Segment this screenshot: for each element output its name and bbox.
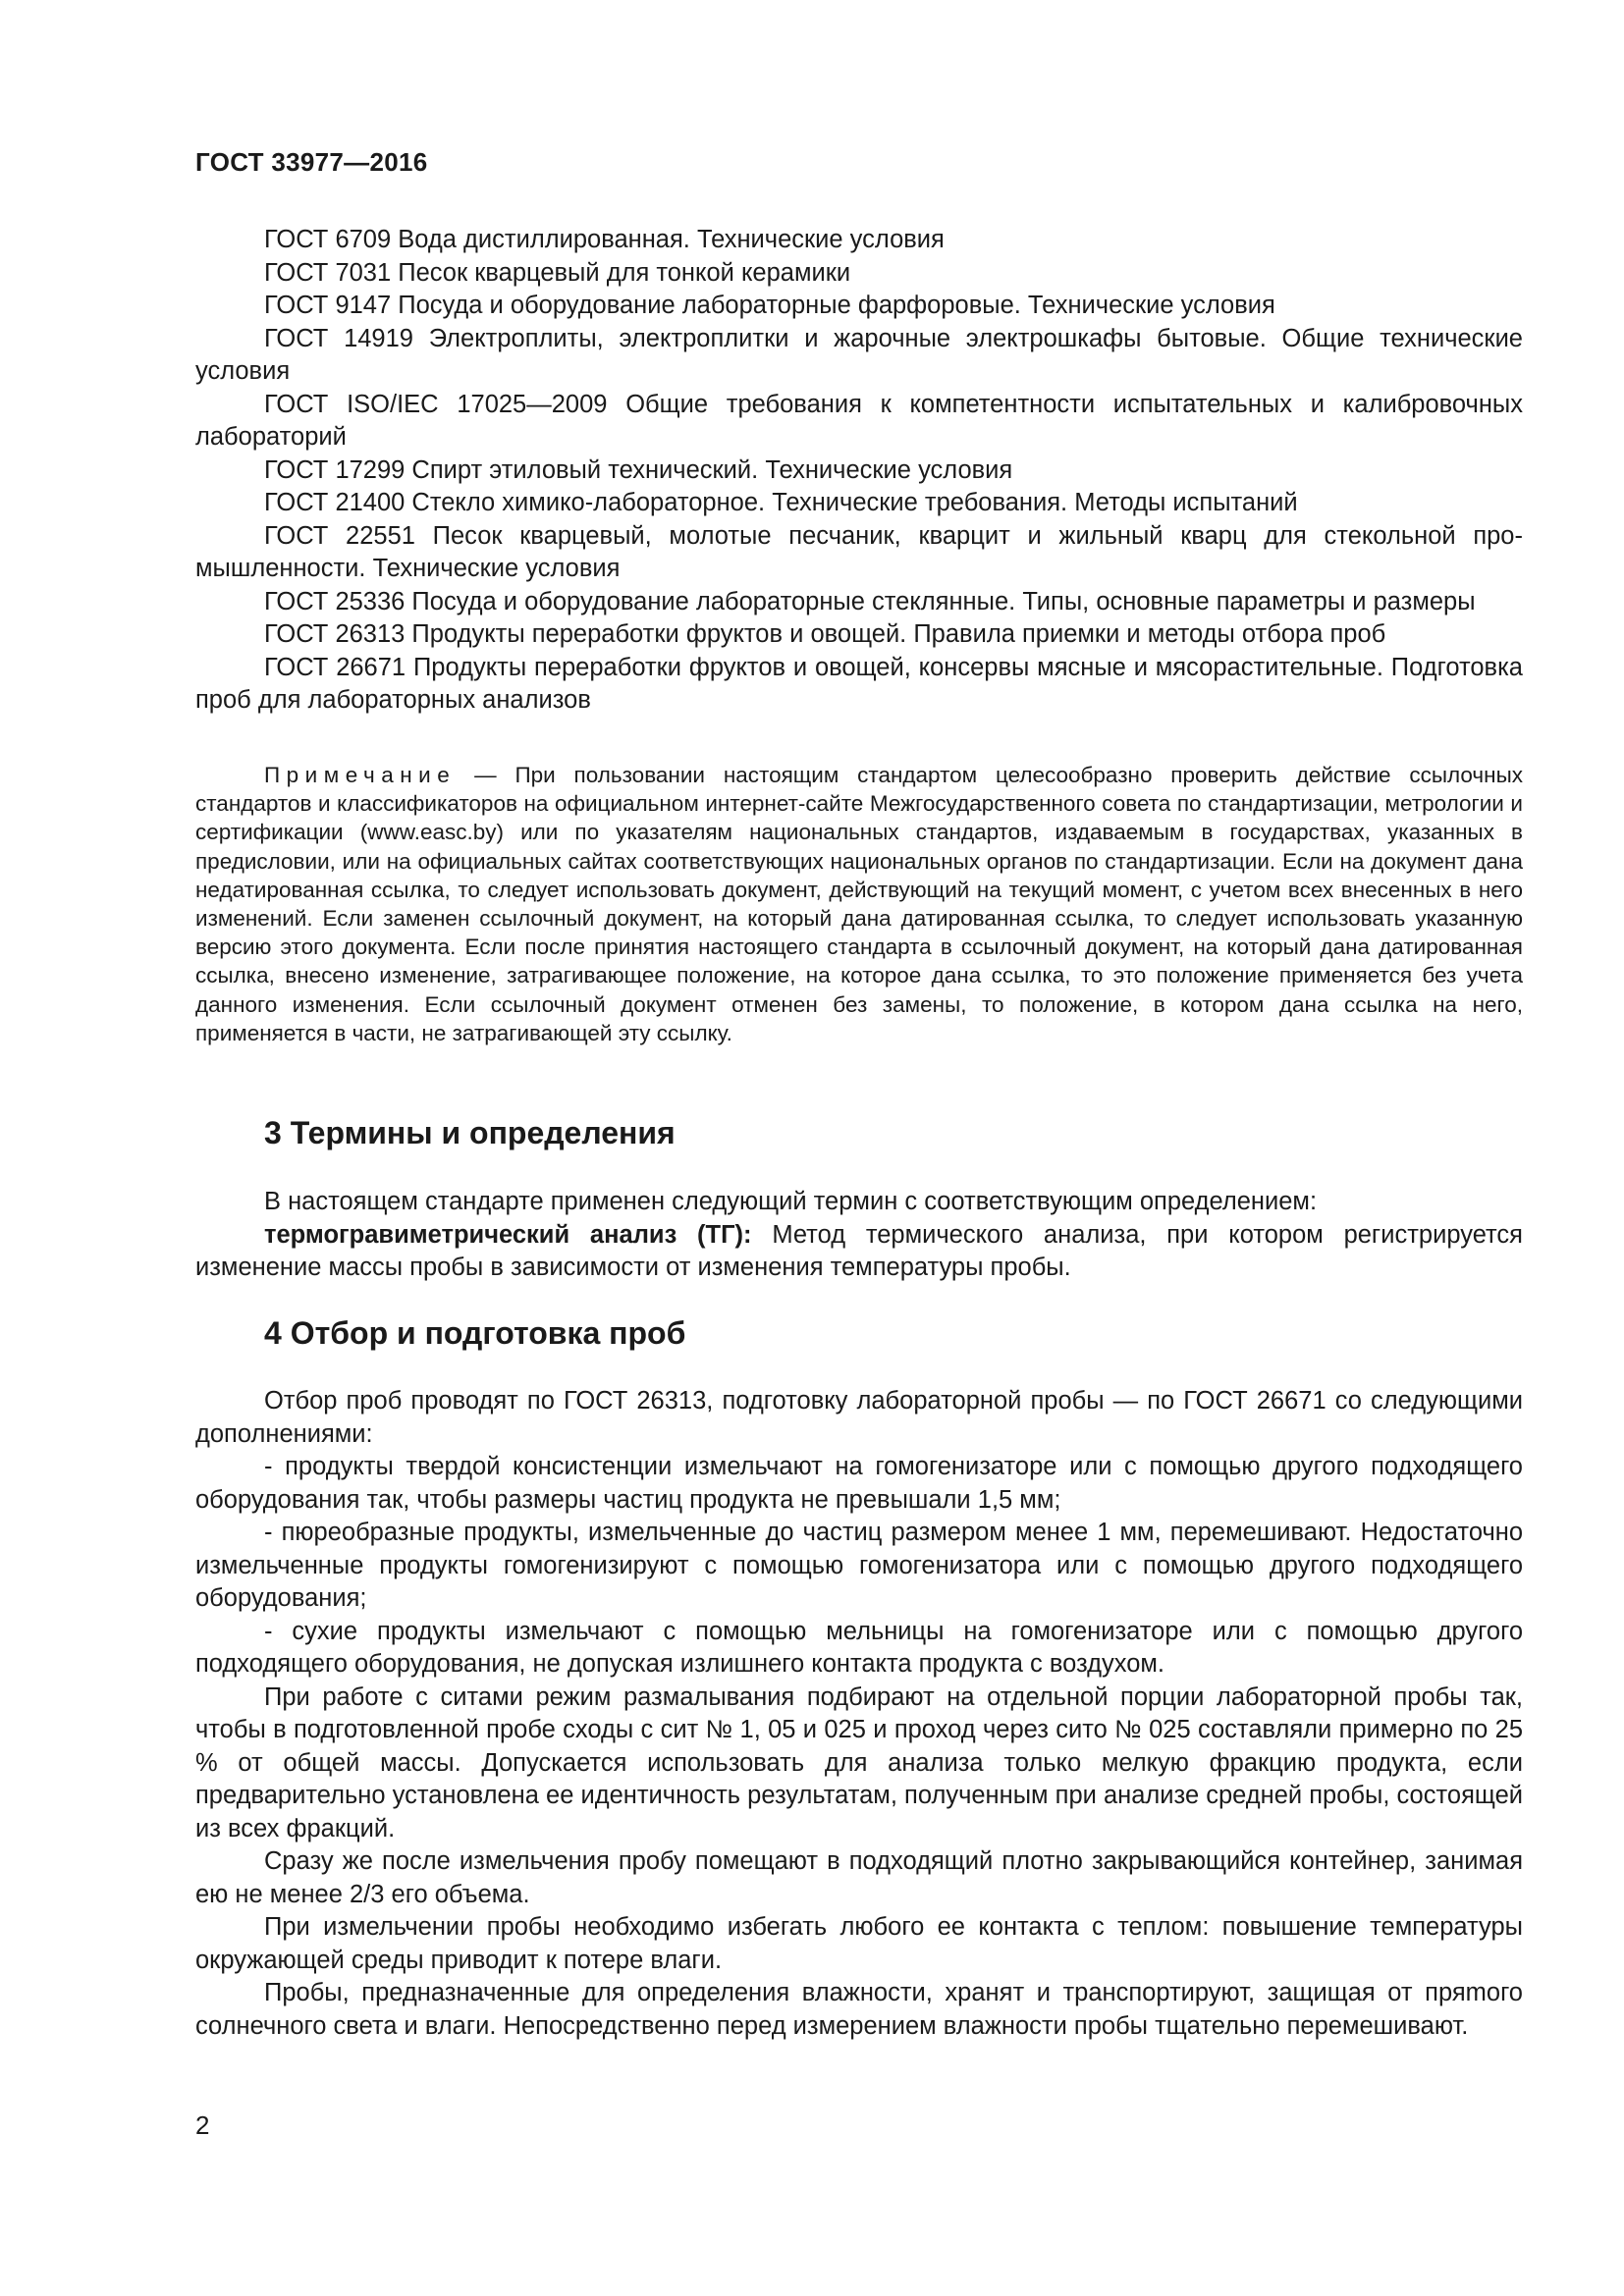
term-definition (195, 1219, 1523, 1285)
reference-item: ГОСТ 26313 Продукты переработки фруктов и овощей. Правила приемки и методы отбора проб (264, 620, 1386, 648)
reference-item: ГОСТ 25336 Посуда и оборудование лабораторные стеклянные. Типы, основные параметры и размеры (264, 587, 1476, 615)
section-3-title: 3 Термины и определения (264, 1115, 676, 1150)
page-number: 2 (195, 2110, 210, 2140)
section-3-intro: В настоящем стандарте применен следующий термин с соответствующим определением: (264, 1188, 1318, 1215)
reference-item: ГОСТ 14919 Электроплиты, электроплитки и жарочные электрошкафы бытовые. Общие технические условия (195, 324, 1523, 385)
reference-item: ГОСТ 22551 Песок кварцевый, молотые песчаник, кварцит и жильный кварц для стекольной промышленности. Технические условия (195, 521, 1523, 582)
section-4-paragraph: При работе с ситами режим размалывания подбирают на отдельной порции лабораторной пробы так, чтобы в подготовленной пробе сходы с сит № 1, 05 и 025 и проход через сито № 025 составляли примерно по 25 % от общей массы. Допускается использовать для анализа только мелкую фракцию продукта, если предварительно установлена ее идентичность результатам, полученным при анализе средней пробы, состоящей из всех фракций. (195, 1682, 1523, 1842)
term-definition-text: Метод термического анализа, при котором регистрируется изменение массы пробы в зависимости от изменения температуры пробы. (195, 1220, 1523, 1281)
document-header: ГОСТ 33977—2016 (195, 147, 428, 177)
section-4-paragraph: Пробы, предназначенные для определения влажности, хранят и транспортируют, защищая от пряmого солнечного света и влаги. Непосредственно перед измерением влажности пробы тщательно перемешивают. (195, 1979, 1523, 2040)
section-4-paragraph: При измельчении пробы необходимо избегать любого ее контакта с теплом: повышение температуры окружающей среды приводит к потере влаги. (195, 1913, 1523, 1974)
term-name: термогравиметрический анализ (ТГ): (264, 1220, 752, 1249)
reference-item: ГОСТ 9147 Посуда и оборудование лабораторные фарфоровые. Технические условия (264, 292, 1275, 319)
reference-item: ГОСТ 26671 Продукты переработки фруктов и овощей, консервы мясные и мясорастительные. Подготовка проб для лабораторных анализов (195, 653, 1523, 714)
section-3-body (195, 1186, 1523, 1285)
section-4-paragraph: Сразу же после измельчения пробу помещают в подходящий плотно закрывающийся контейнер, занимая ею не менее 2/3 его объема. (195, 1847, 1523, 1908)
reference-item: ГОСТ 17299 Спирт этиловый технический. Технические условия (264, 455, 1013, 484)
section-4-paragraph: - пюреобразные продукты, измельченные до частиц размером менее 1 мм, перемешивают. Недостаточно измельченные продукты гомогенизируют с помощью гомогенизатора или с помощью другого подходящего оборудования; (195, 1519, 1523, 1612)
note-paragraph (195, 761, 1523, 1047)
normative-references-list (195, 224, 1523, 718)
reference-item: ГОСТ 6709 Вода дистиллированная. Технические условия (264, 226, 945, 253)
section-4-paragraph: Отбор проб проводят по ГОСТ 26313, подготовку лабораторной пробы — по ГОСТ 26671 со следующими дополнениями: (195, 1387, 1523, 1448)
section-4-title: 4 Отбор и подготовка проб (264, 1315, 686, 1351)
reference-item: ГОСТ ISO/IEC 17025—2009 Общие требования к компетентности испытательных и калибровочных лабораторий (195, 390, 1523, 451)
note-label: Примечание (264, 763, 457, 787)
reference-item: ГОСТ 21400 Стекло химико-лабораторное. Технические требования. Методы испытаний (264, 489, 1298, 516)
note-text: — При пользовании настоящим стандартом целесообразно проверить действие ссылочных стандартов и классификаторов на официальном интернет-сайте Межгосударственного совета по стандартизации, метрологии и сертификации (www.easc.by) или по указателям национальных стандартов, издаваемым в государствах, указанных в предисловии, или на официальных сайтах соответствующих национальных органов по стандартизации. Если на документ дана недатированная ссылка, то следует использовать документ, действующий на текущий момент, с учетом всех внесенных в него изменений. Если заменен ссылочный документ, на который дана датированная ссылка, то следует использовать указанную версию этого документа. Если после принятия настоящего стандарта в ссылочный документ, на который дана датированная ссылка, внесено изменение, затрагивающее положение, на которое дана ссылка, то это положение применяется без учета данного изменения. Если ссылочный документ отменен без замены, то положение, в котором дана ссылка на него, применяется в части, не затрагивающей эту ссылку. (195, 763, 1523, 1045)
section-4-body (195, 1385, 1523, 2043)
section-4-paragraph: - сухие продукты измельчают с помощью мельницы на гомогенизаторе или с помощью другого подходящего оборудования, не допуская излишнего контакта продукта с воздухом. (195, 1617, 1523, 1678)
section-4-paragraph: - продукты твердой консистенции измельчают на гомогенизаторе или с помощью другого подходящего оборудования так, чтобы размеры частиц продукта не превышали 1,5 мм; (195, 1453, 1523, 1514)
reference-item: ГОСТ 7031 Песок кварцевый для тонкой керамики (264, 258, 851, 287)
